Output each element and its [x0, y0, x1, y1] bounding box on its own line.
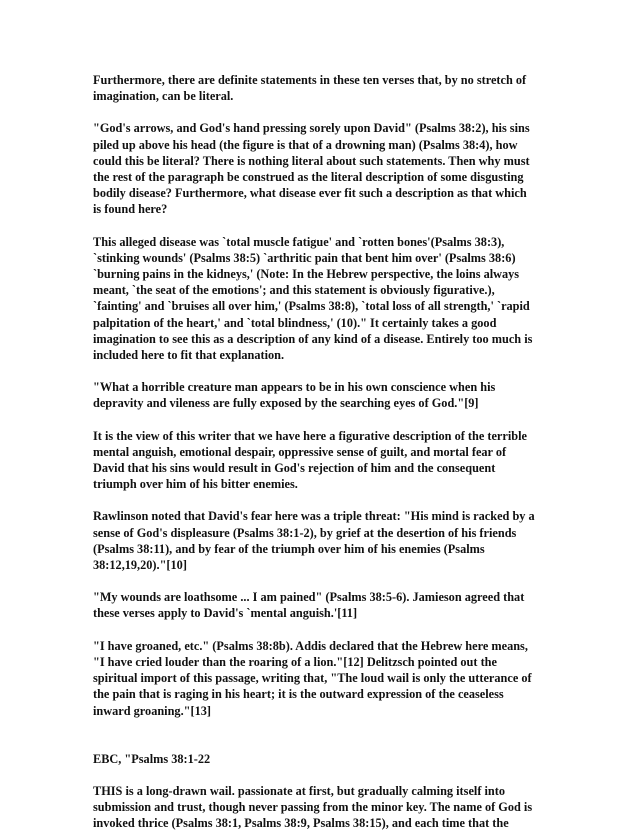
paragraph-gods-arrows: "God's arrows, and God's hand pressing sorely upon David" (Psalms 38:2), his sins piled up above his head (the figure is that of a drowning man) (Psalms 38:4), how could this be literal? There is nothing literal about such statements. Then why must the rest of the paragraph be construed as the literal description of some disgusting bodily disease? Furthermore, what disease ever fit such a description as that which is found here? [93, 121, 530, 217]
document-page [93, 72, 545, 832]
section-heading-ebc: EBC, "Psalms 38:1-22 [93, 751, 211, 766]
paragraph-alleged-disease: This alleged disease was `total muscle fatigue' and `rotten bones'(Psalms 38:3), `stinking wounds' (Psalms 38:5) `arthritic pain that bent him over' (Psalms 38:6) `burning pains in the kidneys,' (Note: In the Hebrew perspective, the loins always meant, `the seat of the emotions'; and this statement is obviously figurative.), `fainting' and `bruises all over him,' (Psalms 38:8), `total loss of all strength,' `rapid palpitation of the heart,' and `total blindness,' (10)." It certainly takes a good imagination to see this as a description of any kind of a disease. Entirely too much is included here to fit that explanation. [93, 234, 533, 363]
paragraph-gap [93, 363, 545, 379]
paragraph-groaned: "I have groaned, etc." (Psalms 38:8b). Addis declared that the Hebrew here means, "I have cried louder than the roaring of a lion."[12] Delitzsch pointed out the spiritual import of this passage, writing that, "The loud wail is only the utterance of the pain that is raging in his heart; it is the outward expression of the ceaseless inward groaning."[13] [93, 638, 532, 718]
paragraph-gap [93, 104, 545, 120]
paragraph-wounds-loathsome: "My wounds are loathsome ... I am pained" (Psalms 38:5-6). Jamieson agreed that these verses apply to David's `mental anguish.'[11] [93, 590, 525, 621]
paragraph-gap [93, 492, 545, 508]
paragraph-gap [93, 622, 545, 638]
paragraph-intro: Furthermore, there are definite statements in these ten verses that, by no stretch of imagination, can be literal. [93, 73, 527, 104]
paragraph-writer-view: It is the view of this writer that we have here a figurative description of the terrible mental anguish, emotional despair, oppressive sense of guilt, and mortal fear of David that his sins would result in God's rejection of him and the consequent triumph over him of his bitter enemies. [93, 428, 527, 492]
paragraph-horrible-creature: "What a horrible creature man appears to be in his own conscience when his depravity and vileness are fully exposed by the searching eyes of God."[9] [93, 380, 496, 411]
paragraph-long-drawn-wail: THIS is a long-drawn wail. passionate at first, but gradually calming itself into submission and trust, though never passing from the minor key. The name of God is invoked thrice (Psalms 38:1, Psalms 38:9, Psalms 38:15), and each time that the [93, 783, 533, 831]
paragraph-gap-large [93, 719, 545, 751]
paragraph-gap [93, 767, 545, 783]
paragraph-gap [93, 412, 545, 428]
paragraph-gap [93, 218, 545, 234]
paragraph-gap [93, 573, 545, 589]
paragraph-rawlinson: Rawlinson noted that David's fear here was a triple threat: "His mind is racked by a sense of God's displeasure (Psalms 38:1-2), by grief at the desertion of his friends (Psalms 38:11), and by fear of the triumph over him of his enemies (Psalms 38:12,19,20)."[10] [93, 509, 535, 573]
